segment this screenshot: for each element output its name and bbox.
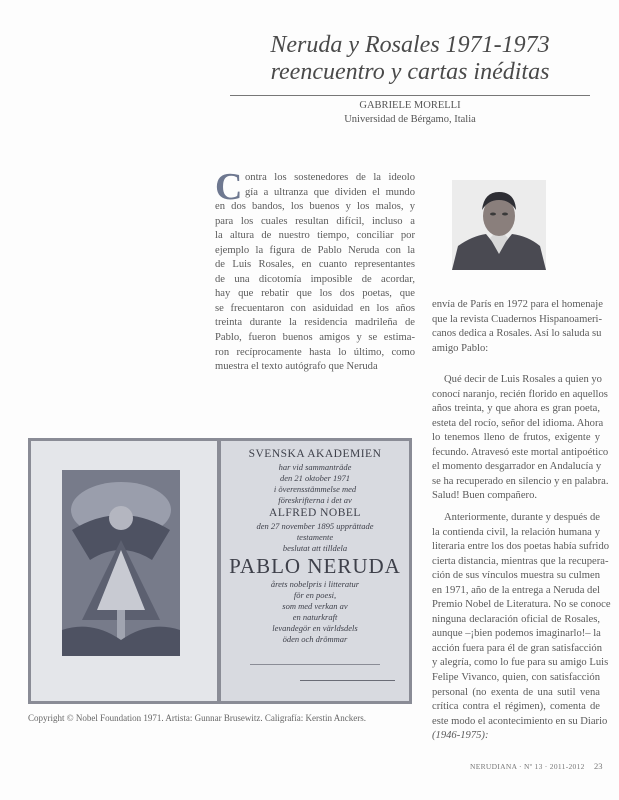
text-line: conocí naranjo, recién florido en aquellos <box>432 388 608 400</box>
text-line: el momento desgarrador en Andalucía y <box>432 461 602 473</box>
text-line: (1946-1975): <box>432 730 489 742</box>
text-line: Pablo, fueron buenos amigos y se estima- <box>215 332 415 344</box>
diploma-text-line: PABLO NERUDA <box>229 554 401 578</box>
byline <box>230 99 590 127</box>
text-line: de Luis Rosales, en cuanto representantes <box>215 259 415 271</box>
text-line: ninguna declaración oficial de Rosales, <box>432 613 600 625</box>
figure-caption: Copyright © Nobel Foundation 1971. Artista: Gunnar Brusewitz. Caligrafía: Kerstin Anckers. <box>28 713 367 723</box>
text-line: literaria entre los dos poetas había sufrido <box>432 541 610 553</box>
author-photo <box>452 180 546 270</box>
diploma-text-line: testamente <box>296 532 334 542</box>
right-column-paragraph-3 <box>432 511 611 744</box>
text-line: Felipe Vivanco, quien, con satisfacción <box>432 672 600 684</box>
text-line: para los cuales resultan difícil, incluso a <box>215 215 415 227</box>
diploma-text-line: föreskrifterna i det av <box>278 495 352 505</box>
text-line: y alegría, como lo fue para su amigo Luis <box>432 657 609 669</box>
text-line: personal (no exenta de una sutil vena <box>432 686 600 698</box>
diploma-text-line: årets nobelpris i litteratur <box>270 579 360 589</box>
text-line: Salud! Buen compañero. <box>432 490 538 502</box>
text-line: de una dicotomía imposible de acordar, <box>215 273 415 285</box>
text-line: esteta del rocío, señor del idioma. Ahora <box>432 417 604 429</box>
text-line: la contienda civil, la relación humana y <box>432 526 600 538</box>
diploma-text-line: levandegör en världsdels <box>272 623 358 633</box>
diploma-signature-line <box>250 664 380 665</box>
text-line: fecundo. Atravesó este mortal antipoético <box>432 446 609 458</box>
drop-cap: C <box>215 166 243 208</box>
text-line: gía a ultranza que dividen el mundo <box>245 186 415 198</box>
text-line: cierta distancia, mientras que la recupera- <box>432 555 609 567</box>
text-line: ción de sus vínculos muestra su culmen <box>432 570 600 582</box>
diploma-artwork <box>62 470 180 656</box>
author-affiliation: Universidad de Bérgamo, Italia <box>344 114 476 125</box>
diploma-signature <box>300 680 395 681</box>
text-line: crítica contra el régimen), comenta de <box>432 701 600 713</box>
right-column-paragraph-2 <box>432 373 609 504</box>
diploma-text-line: ALFRED NOBEL <box>269 507 361 519</box>
article-title <box>230 32 590 86</box>
text-line: muestra el texto autógrafo que Neruda <box>215 361 378 373</box>
text-line: hay que rebatir que los dos poetas, que <box>215 288 415 300</box>
text-line: lo tenemos lleno de frutos, exigente y <box>432 432 600 444</box>
page-number: 23 <box>594 761 603 771</box>
author-name: GABRIELE MORELLI <box>359 100 461 111</box>
text-line: se ha recuperado en silencio y en palabra. <box>432 475 609 487</box>
text-line: Anteriormente, durante y después de <box>444 512 600 523</box>
text-line: acción fuera para él de gran satisfacción <box>432 642 602 654</box>
text-line: la altura de nuestro tiempo, conciliar por <box>215 230 415 242</box>
left-column-text <box>215 166 415 375</box>
diploma-text-line: den 27 november 1895 upprättade <box>256 521 374 531</box>
diploma-text-line: öden och drömmar <box>282 634 348 644</box>
title-line-2: reencuentro y cartas inéditas <box>270 59 550 85</box>
text-line: envía de París en 1972 para el homenaje <box>432 299 603 310</box>
text-line: en 1971, año de la entrega a Neruda del <box>432 584 600 596</box>
text-line: que la revista Cuadernos Hispanoameri- <box>432 313 603 325</box>
diploma-text-line: som med verkan av <box>282 601 348 611</box>
text-line: Qué decir de Luis Rosales a quien yo <box>444 374 602 385</box>
right-column-paragraph-1 <box>432 298 603 356</box>
diploma-text-line: beslutat att tilldela <box>282 543 348 553</box>
text-line: Premio Nobel de Literatura. No se conoce <box>432 599 611 611</box>
text-line: este modo el acontecimiento en su Diario <box>432 715 608 727</box>
diploma-text-line: har vid sammanträde <box>278 462 352 472</box>
text-line: en dos bandos, los buenos y los malos, y <box>215 201 415 213</box>
text-line: años treinta, y que ahora es gran poeta, <box>432 403 600 415</box>
text-line: ejemplo la figura de Pablo Neruda con la <box>215 244 415 256</box>
diploma-text-line: en naturkraft <box>292 612 338 622</box>
text-line: aunque –¡bien podemos imaginarlo!– la <box>432 628 601 640</box>
diploma-text-line: för en poesi, <box>293 590 337 600</box>
text-line: canos dedica a Rosales. Así lo saluda su <box>432 328 602 340</box>
journal-footer: NERUDIANA · Nº 13 · 2011-2012 <box>470 762 585 771</box>
text-line: treinta durante la residencia madrileña de <box>215 317 415 329</box>
text-line: ron recíprocamente hasta lo último, como <box>215 346 415 358</box>
diploma-text-line: SVENSKA AKADEMIEN <box>248 448 382 460</box>
text-line: se frecuentaron con asiduidad en los años <box>215 302 415 314</box>
diploma-text-line: i överensstämmelse med <box>273 484 357 494</box>
text-line: amigo Pablo: <box>432 342 489 354</box>
title-line-1: Neruda y Rosales 1971-1973 <box>270 32 550 58</box>
title-rule <box>230 95 590 96</box>
diploma-text-line: den 21 oktober 1971 <box>279 473 351 483</box>
text-line: ontra los sostenedores de la ideolo <box>245 172 415 183</box>
